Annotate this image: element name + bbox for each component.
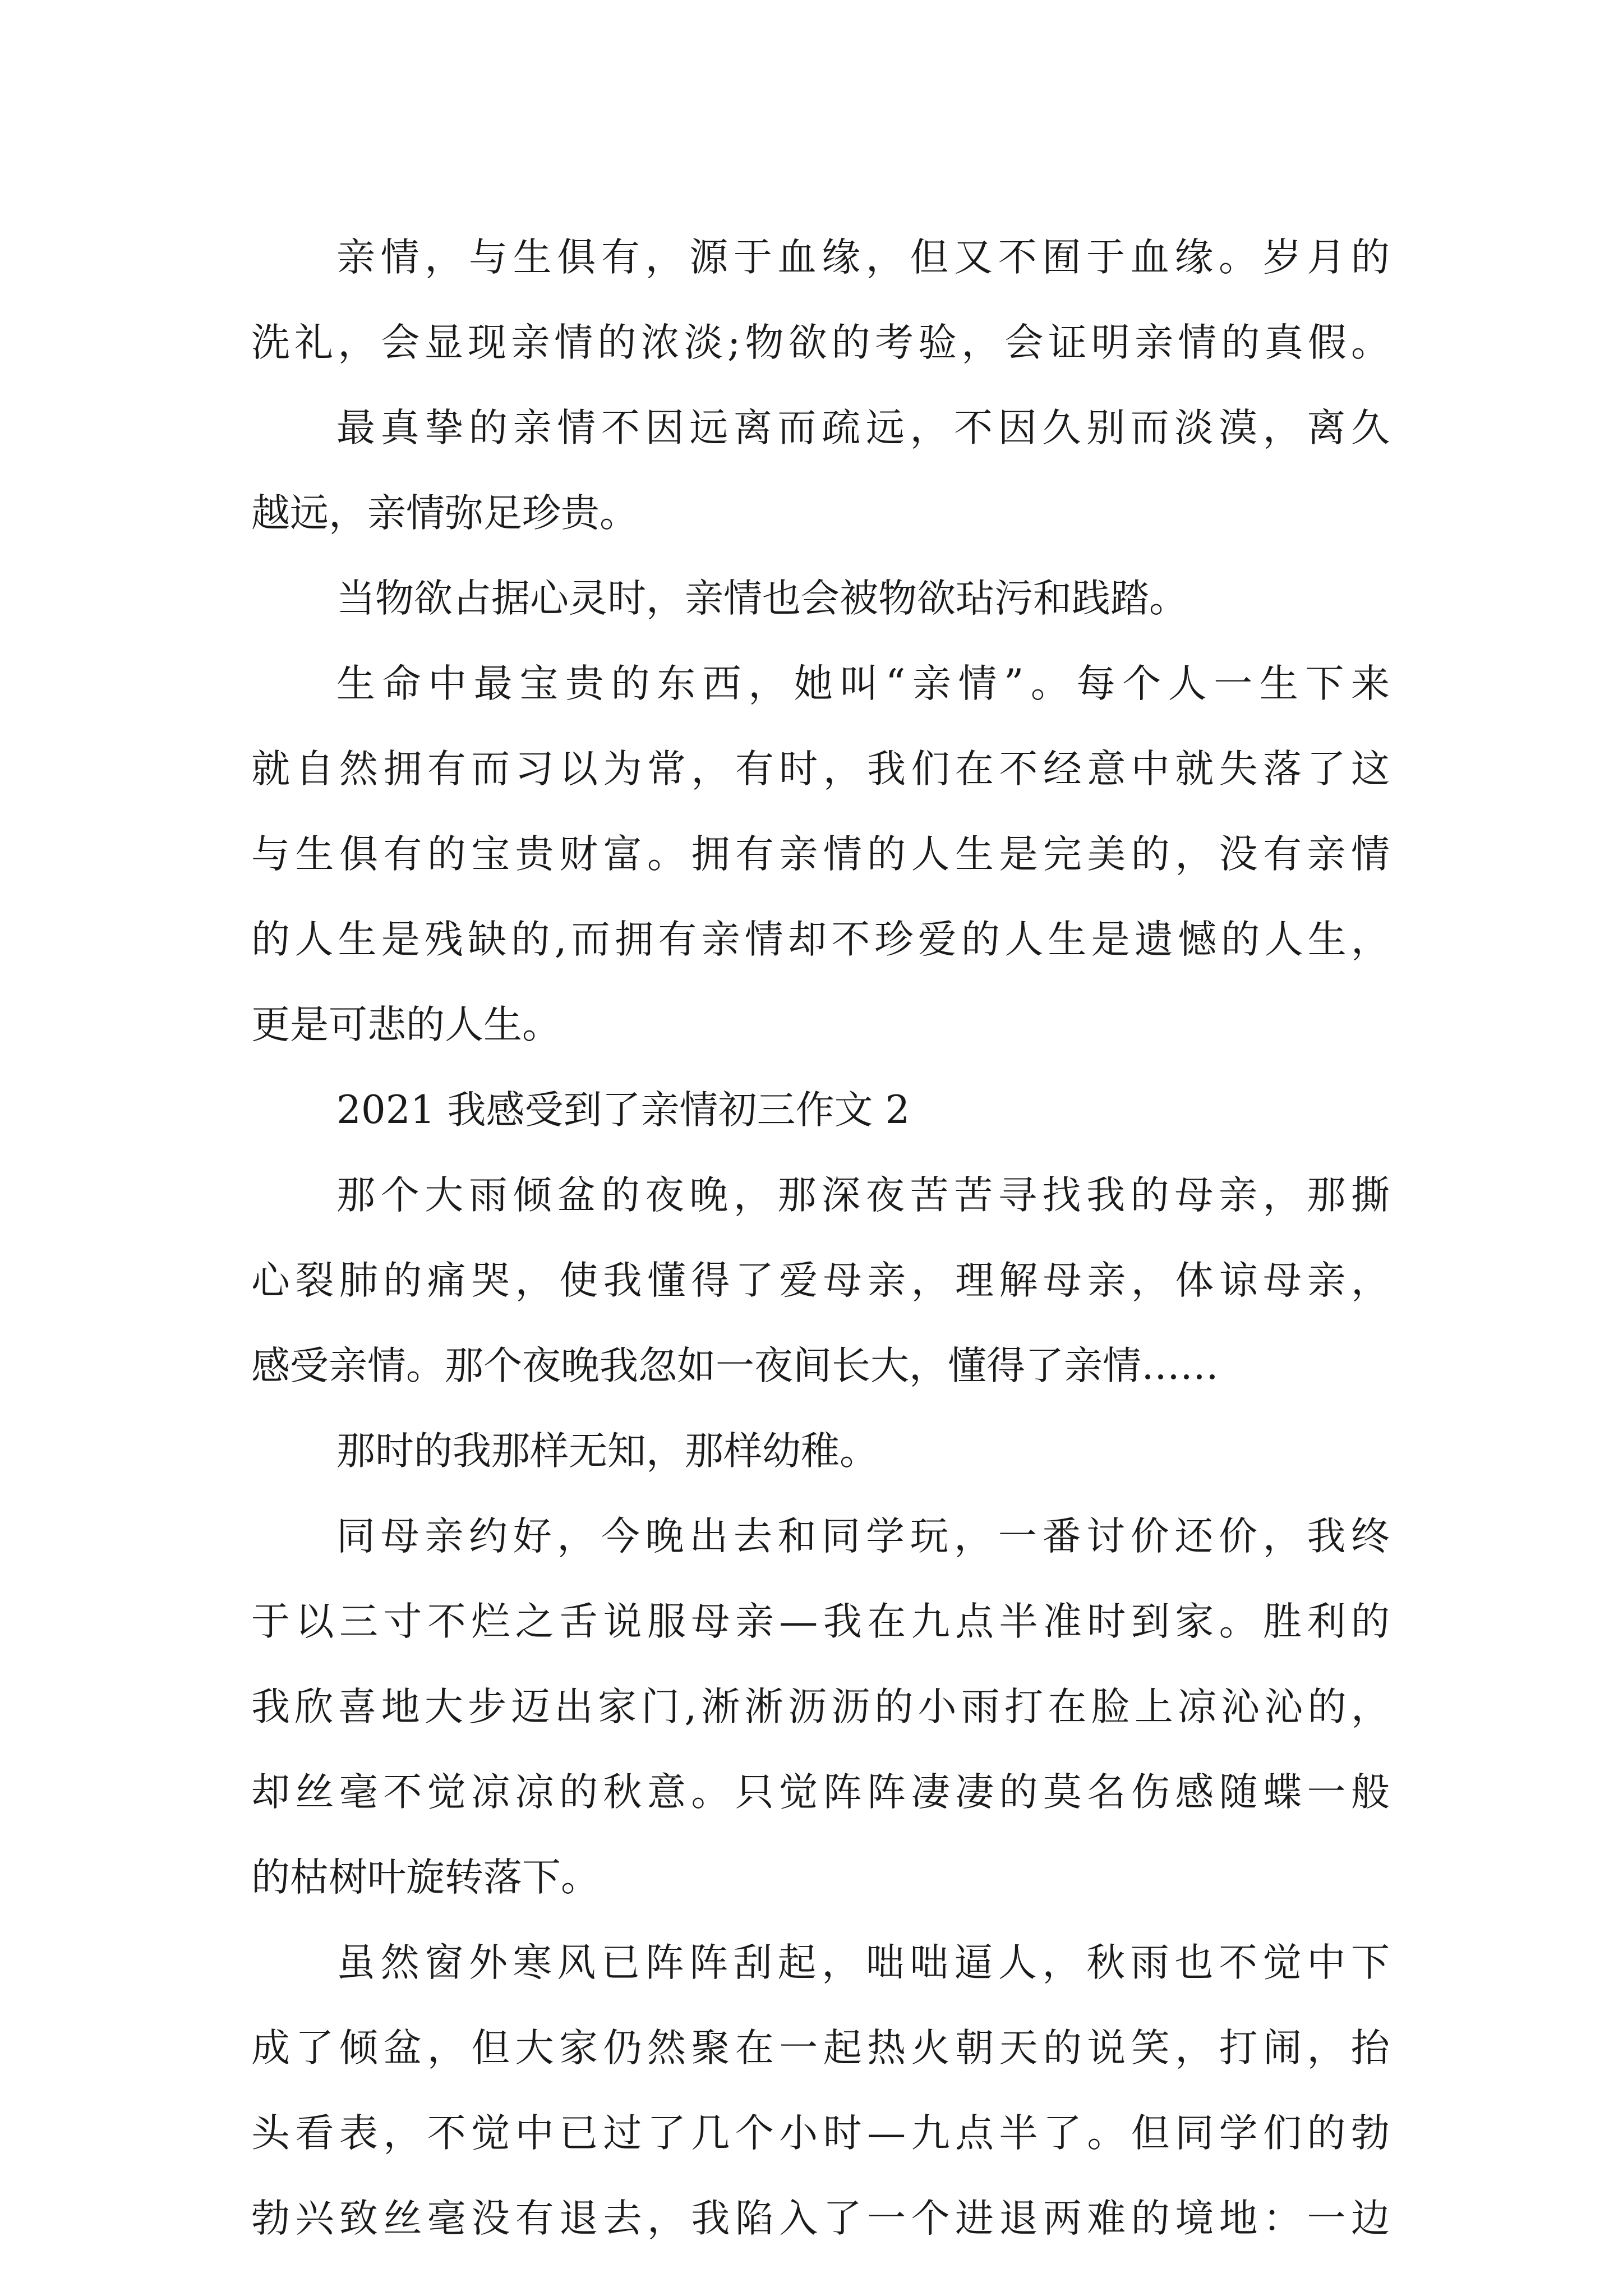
text-line: 同母亲约好，今晚出去和同学玩，一番讨价还价，我终 [336, 1514, 1390, 1559]
text-line: 亲情，与生俱有，源于血缘，但又不囿于血缘。岁月的 [336, 235, 1390, 280]
text-line: 生命中最宝贵的东西，她叫“亲情”。每个人一生下来 [336, 661, 1390, 706]
text-line: 就自然拥有而习以为常，有时，我们在不经意中就失落了这 [251, 747, 1390, 792]
text-line: 的人生是残缺的,而拥有亲情却不珍爱的人生是遗憾的人生， [251, 917, 1390, 962]
text-line: 勃兴致丝毫没有退去，我陷入了一个进退两难的境地：一边 [251, 2196, 1390, 2241]
text-line: 那时的我那样无知，那样幼稚。 [336, 1429, 878, 1474]
text-line: 虽然窗外寒风已阵阵刮起，咄咄逼人，秋雨也不觉中下 [336, 1940, 1390, 1985]
text-line: 那个大雨倾盆的夜晚，那深夜苦苦寻找我的母亲，那撕 [336, 1173, 1390, 1218]
text-line: 更是可悲的人生。 [251, 1002, 561, 1047]
text-line: 于以三寸不烂之舌说服母亲—我在九点半准时到家。胜利的 [251, 1599, 1390, 1644]
text-line: 洗礼，会显现亲情的浓淡;物欲的考验，会证明亲情的真假。 [251, 320, 1390, 365]
document-body [251, 215, 1390, 2261]
text-line: 当物欲占据心灵时，亲情也会被物欲玷污和践踏。 [336, 576, 1188, 621]
text-line: 感受亲情。那个夜晚我忽如一夜间长大，懂得了亲情…… [251, 1343, 1219, 1388]
text-line: 却丝毫不觉凉凉的秋意。只觉阵阵凄凄的莫名伤感随蝶一般 [251, 1770, 1390, 1815]
text-line: 的枯树叶旋转落下。 [251, 1855, 600, 1900]
text-line: 我欣喜地大步迈出家门,淅淅沥沥的小雨打在脸上凉沁沁的， [251, 1685, 1390, 1729]
text-line: 成了倾盆，但大家仍然聚在一起热火朝天的说笑，打闹，抬 [251, 2026, 1390, 2070]
text-line: 头看表，不觉中已过了几个小时—九点半了。但同学们的勃 [251, 2111, 1390, 2156]
text-line: 越远，亲情弥足珍贵。 [251, 491, 638, 536]
text-line: 心裂肺的痛哭，使我懂得了爱母亲，理解母亲，体谅母亲， [251, 1258, 1390, 1303]
text-line: 最真挚的亲情不因远离而疏远，不因久别而淡漠，离久 [336, 406, 1390, 450]
text-line: 与生俱有的宝贵财富。拥有亲情的人生是完美的，没有亲情 [251, 832, 1390, 877]
section-heading: 2021 我感受到了亲情初三作文 2 [336, 1088, 910, 1133]
